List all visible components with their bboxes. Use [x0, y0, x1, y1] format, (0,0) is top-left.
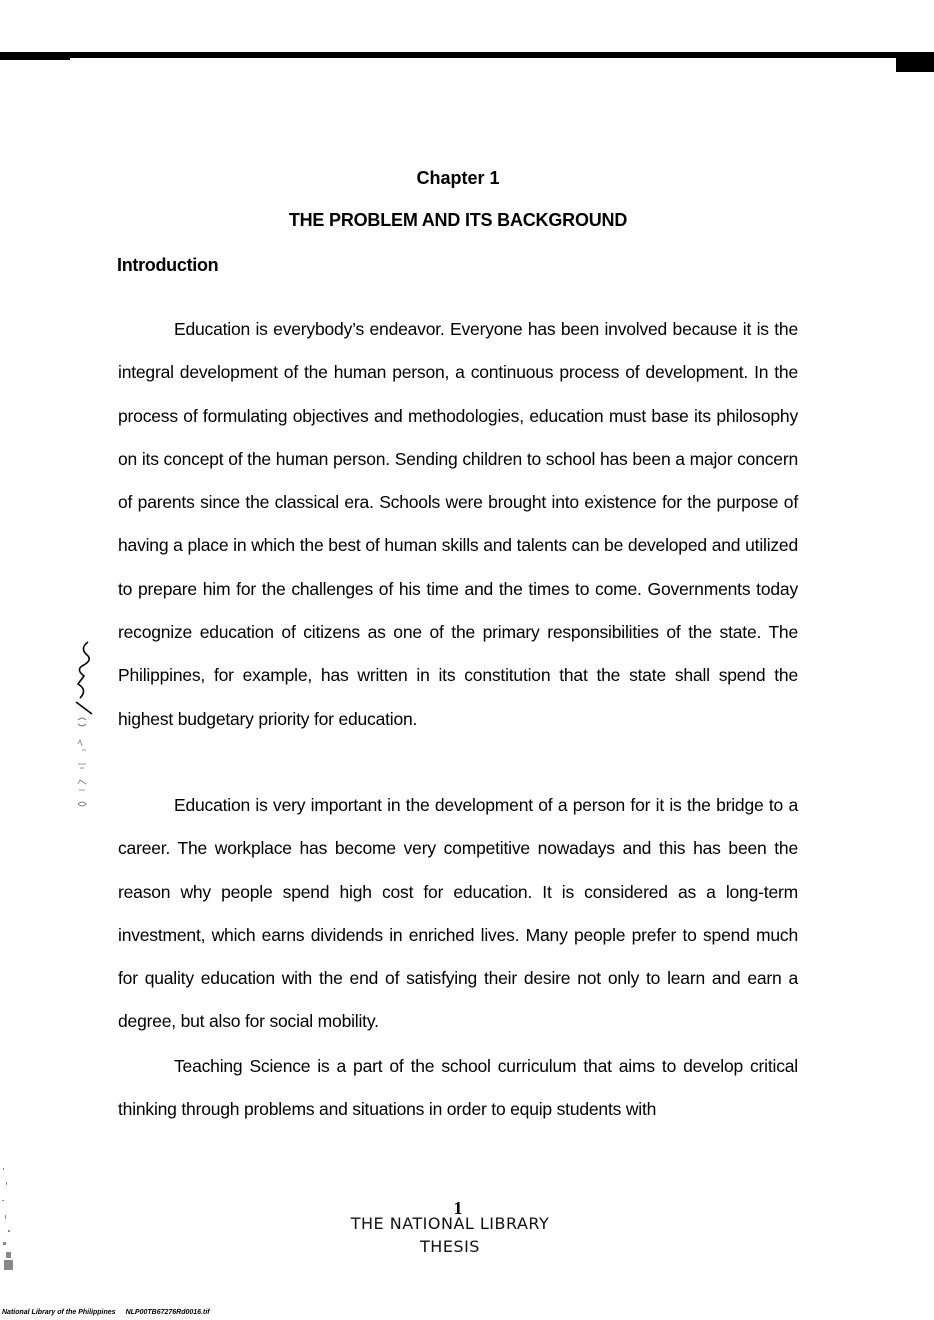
section-heading: Introduction — [117, 255, 219, 275]
page-number: 1 — [453, 1198, 463, 1218]
handwritten-margin-mark — [66, 640, 106, 820]
body-paragraph-1 — [118, 308, 798, 741]
footer-filename: NLP00TB67276Rd0016.tif — [125, 1309, 210, 1316]
chapter-label: Chapter 1 — [416, 168, 500, 188]
body-paragraph-3 — [118, 1045, 798, 1132]
scan-top-border — [0, 52, 934, 58]
paragraph-text: Education is everybody’s endeavor. Everyone has been involved because it is the integral development of the human person, a continuous process of development. In the process of formulating objectives and methodologies, education must base its philosophy on its concept of the human person. Sending children to school has been a major concern of parents since the classical era. Schools were brought into existence for the purpose of having a place in which the best of human skills and talents can be developed and utilized to prepare him for the challenges of his time and the times to come. Governments today recognize education of citizens as one of the primary responsibilities of the state. The Philippines, for example, has written in its constitution that the state shall spend the highest budgetary priority for education. — [118, 319, 798, 729]
paragraph-text: Education is very important in the development of a person for it is the bridge to a career. The workplace has become very competitive nowadays and this has been the reason why people spend high cost for education. It is considered as a long-term investment, which earns dividends in enriched lives. Many people prefer to spend much for quality education with the end of satisfying their desire not only to learn and earn a degree, but also for social mobility. — [118, 795, 798, 1032]
scan-top-border-shadow — [0, 58, 70, 60]
scan-corner-mark — [896, 55, 934, 72]
footer-credit: National Library of the Philippines — [2, 1309, 116, 1316]
scan-footer — [2, 1309, 210, 1316]
paragraph-text: Teaching Science is a part of the school curriculum that aims to develop critical thinking through problems and situations in order to equip students with — [118, 1056, 798, 1120]
body-paragraph-2 — [118, 784, 798, 1044]
library-stamp-line-2: THESIS — [420, 1237, 480, 1256]
chapter-title: THE PROBLEM AND ITS BACKGROUND — [288, 210, 628, 230]
library-stamp-line-1: THE NATIONAL LIBRARY — [350, 1214, 550, 1233]
